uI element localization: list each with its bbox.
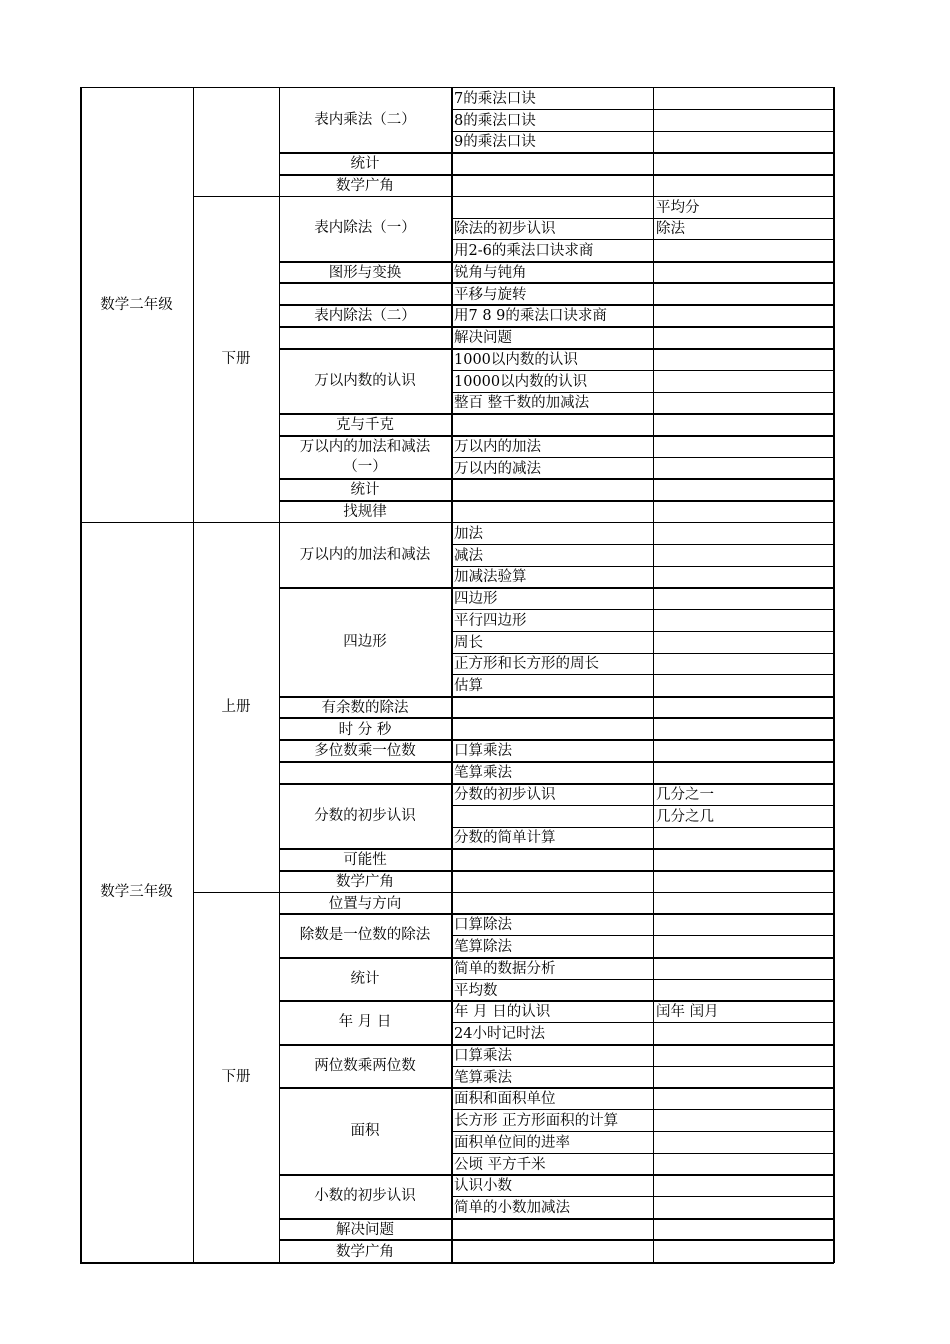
row-rule [451,674,833,675]
topic-cell: 笔算除法 [454,939,512,955]
row-rule [451,131,833,132]
unit-cell: 年 月 日 [338,1014,392,1031]
row-rule [451,1066,833,1067]
row-rule [451,457,833,458]
row-rule [451,653,833,654]
row-rule [451,1196,833,1197]
unit-cell: 除数是一位数的除法 [299,927,431,944]
topic-cell: 四边形 [454,591,498,607]
topic-cell: 口算乘法 [454,743,512,760]
row-rule [451,1131,833,1132]
topic-cell: 正方形和长方形的周长 [454,656,599,673]
topic-cell: 面积和面积单位 [454,1091,556,1108]
subtopic-cell: 平均分 [656,199,700,216]
unit-cell: 数学广角 [336,873,394,890]
unit-cell: 万以内的加法和减法（一） [299,438,431,475]
topic-cell: 公顷 平方千米 [454,1156,546,1173]
unit-rule [279,1087,833,1089]
row-rule [451,1022,833,1023]
subtopic-cell: 几分之一 [656,786,714,803]
col-rule [451,87,453,1262]
unit-cell: 时 分 秒 [338,721,392,738]
topic-cell: 口算除法 [454,917,512,934]
topic-cell: 加减法验算 [454,569,527,586]
topic-cell: 估算 [454,678,483,694]
unit-rule [279,1174,833,1176]
unit-cell: 两位数乘两位数 [314,1057,416,1074]
unit-cell: 表内除法（二） [314,308,416,325]
topic-cell: 用7 8 9的乘法口诀求商 [454,308,607,325]
row-rule [451,566,833,567]
unit-rule [279,348,833,350]
unit-cell: 找规律 [343,504,387,520]
topic-cell: 10000以内数的认识 [454,373,588,390]
topic-cell: 平移与旋转 [454,286,527,303]
row-rule [451,827,833,828]
subtopic-cell: 几分之几 [656,808,714,825]
unit-rule [279,282,833,284]
unit-rule [279,587,833,589]
subtopic-cell: 闰年 闰月 [656,1004,719,1021]
topic-cell: 简单的数据分析 [454,960,556,977]
topic-cell: 分数的简单计算 [454,830,556,847]
row-rule [451,1109,833,1110]
unit-cell: 万以内的加法和减法 [299,546,431,563]
volume-rule [193,196,833,197]
unit-cell: 万以内数的认识 [314,372,416,389]
unit-rule [279,261,833,263]
topic-cell: 分数的初步认识 [454,786,556,803]
topic-cell: 8的乘法口诀 [454,112,536,129]
row-rule [451,544,833,545]
row-rule [451,109,833,110]
topic-cell: 平均数 [454,982,498,999]
topic-cell: 年 月 日的认识 [454,1004,551,1021]
topic-cell: 认识小数 [454,1178,512,1195]
topic-cell: 周长 [454,634,483,651]
unit-rule [279,174,833,176]
unit-cell: 分数的初步认识 [314,807,416,824]
left-border [80,87,82,1263]
unit-rule [279,761,833,763]
unit-rule [279,783,833,785]
right-border [833,87,835,1263]
topic-cell: 减法 [454,547,483,564]
topic-cell: 万以内的减法 [454,460,541,477]
topic-cell: 笔算乘法 [454,1069,512,1086]
unit-rule [279,848,833,850]
grade-cell: 数学二年级 [100,296,173,313]
unit-rule [279,413,833,415]
row-rule [451,609,833,610]
topic-cell: 除法的初步认识 [454,221,556,238]
unit-rule [279,326,833,328]
unit-cell: 统计 [350,482,380,499]
unit-cell: 统计 [350,156,380,172]
unit-rule [279,1044,833,1046]
unit-cell: 统计 [350,970,380,987]
row-rule [653,218,833,219]
col-rule [279,87,280,1262]
unit-cell: 克与千克 [336,417,394,433]
unit-cell: 数学广角 [336,177,394,194]
topic-cell: 口算乘法 [454,1047,512,1064]
unit-rule [279,304,833,306]
row-rule [451,1153,833,1154]
table-bottom-rule [80,1262,834,1264]
row-rule [451,392,833,393]
unit-cell: 多位数乘一位数 [314,743,416,760]
row-rule [451,935,833,936]
unit-cell: 位置与方向 [328,895,402,912]
unit-rule [279,1239,833,1241]
unit-cell: 小数的初步认识 [314,1188,416,1205]
unit-cell: 面积 [350,1123,380,1139]
topic-cell: 7的乘法口诀 [454,90,536,107]
col-rule [193,87,194,1262]
topic-cell: 24小时记时法 [454,1026,545,1042]
topic-cell: 锐角与钝角 [454,264,527,281]
topic-cell: 解决问题 [454,330,512,346]
unit-rule [279,1000,833,1002]
topic-cell: 长方形 正方形面积的计算 [454,1113,619,1129]
row-rule [451,979,833,980]
topic-cell: 笔算乘法 [454,765,512,781]
unit-cell: 图形与变换 [328,264,402,281]
volume-cell: 上册 [221,698,251,715]
unit-rule [279,1218,833,1220]
topic-cell: 简单的小数加减法 [454,1200,570,1216]
topic-cell: 平行四边形 [454,612,527,629]
unit-rule [279,717,833,719]
unit-rule [279,435,833,437]
grade-cell: 数学三年级 [100,883,173,900]
topic-cell: 1000以内数的认识 [454,351,578,368]
unit-rule [279,957,833,959]
unit-cell: 解决问题 [336,1221,394,1238]
row-rule [451,239,833,240]
topic-cell: 万以内的加法 [454,438,541,455]
unit-rule [279,696,833,698]
topic-cell: 用2-6的乘法口诀求商 [454,243,594,259]
volume-cell: 下册 [221,1068,251,1085]
row-rule [451,631,833,632]
unit-rule [279,870,833,872]
unit-rule [279,739,833,741]
topic-cell: 9的乘法口诀 [454,134,536,151]
unit-rule [279,152,833,154]
topic-cell: 面积单位间的进率 [454,1134,570,1151]
volume-cell: 下册 [221,350,251,367]
unit-rule [279,913,833,915]
unit-cell: 表内除法（一） [314,220,416,237]
unit-rule [279,478,833,480]
col-rule [653,87,654,1262]
topic-cell: 加法 [454,525,483,542]
row-rule [451,805,833,806]
volume-rule [193,892,833,893]
topic-cell: 整百 整千数的加减法 [454,395,590,412]
row-rule [451,370,833,371]
unit-cell: 有余数的除法 [321,699,409,716]
subtopic-cell: 除法 [656,221,685,238]
unit-cell: 数学广角 [336,1243,394,1260]
unit-cell: 表内乘法（二） [314,111,416,128]
unit-rule [279,500,833,502]
unit-cell: 四边形 [343,633,387,650]
unit-cell: 可能性 [343,852,387,868]
